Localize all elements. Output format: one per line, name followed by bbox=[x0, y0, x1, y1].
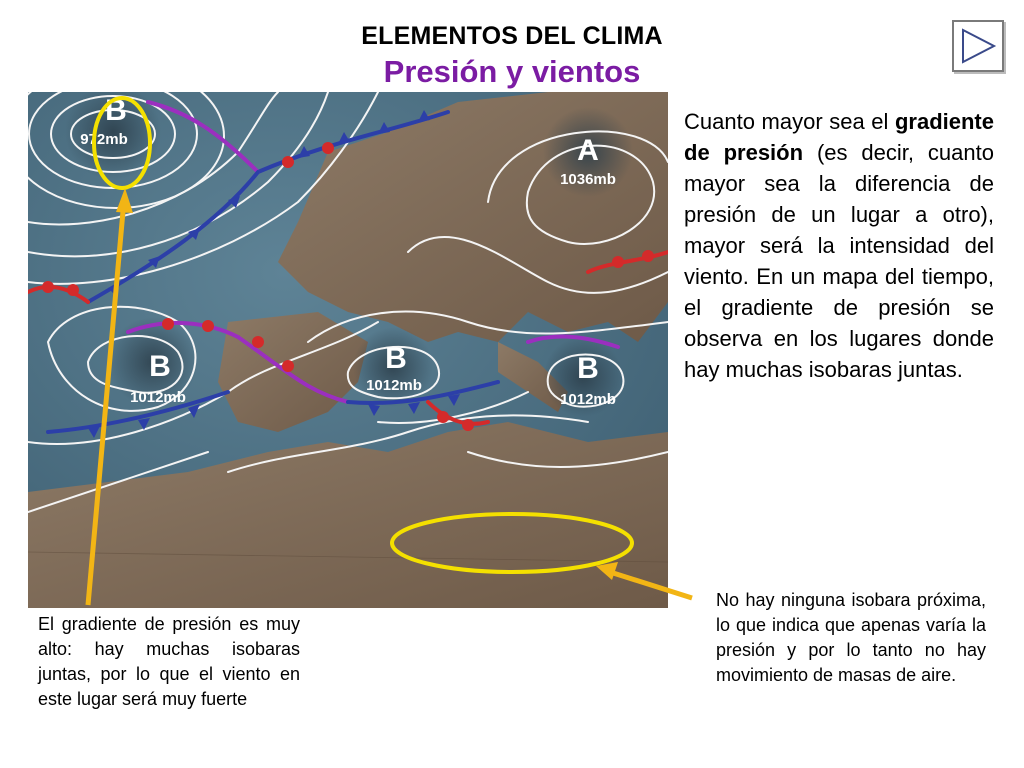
slide-title: ELEMENTOS DEL CLIMA bbox=[361, 22, 663, 50]
low-pressure-c: 1012mb bbox=[366, 377, 422, 394]
high-pressure-ne: 1036mb bbox=[560, 171, 616, 188]
explanation-bold-term: gradiente de presión bbox=[684, 109, 994, 165]
low-letter-w: B bbox=[149, 350, 171, 383]
weather-map bbox=[28, 92, 668, 608]
slide-subtitle: Presión y vientos bbox=[383, 54, 641, 89]
no-gradient-note: No hay ninguna isobara próxima, lo que indica que apenas varía la presión y por lo tanto no hay movimiento de masas de aire. bbox=[716, 590, 986, 685]
high-letter-ne: A bbox=[577, 134, 599, 167]
explanation-part2: (es decir, cuanto mayor sea la diferencia de presión de un lugar a otro), mayor será la intensidad del viento. En un mapa del tiempo, el gradiente de presión se observa en los lugares donde hay muchas isobaras juntas. bbox=[684, 140, 994, 382]
play-triangle-icon bbox=[954, 22, 1002, 70]
explanation-text bbox=[684, 106, 994, 385]
low-letter-c: B bbox=[385, 342, 407, 375]
high-gradient-note: El gradiente de presión es muy alto: hay muchas isobaras juntas, por lo que el viento en este lugar será muy fuerte bbox=[38, 614, 300, 709]
low-letter-nw: B bbox=[105, 94, 127, 127]
low-pressure-nw: 972mb bbox=[80, 131, 128, 148]
low-pressure-e: 1012mb bbox=[560, 391, 616, 408]
low-pressure-w: 1012mb bbox=[130, 389, 186, 406]
low-letter-e: B bbox=[577, 352, 599, 385]
explanation-part1: Cuanto mayor sea el bbox=[684, 109, 895, 134]
next-slide-button[interactable] bbox=[952, 20, 1004, 72]
